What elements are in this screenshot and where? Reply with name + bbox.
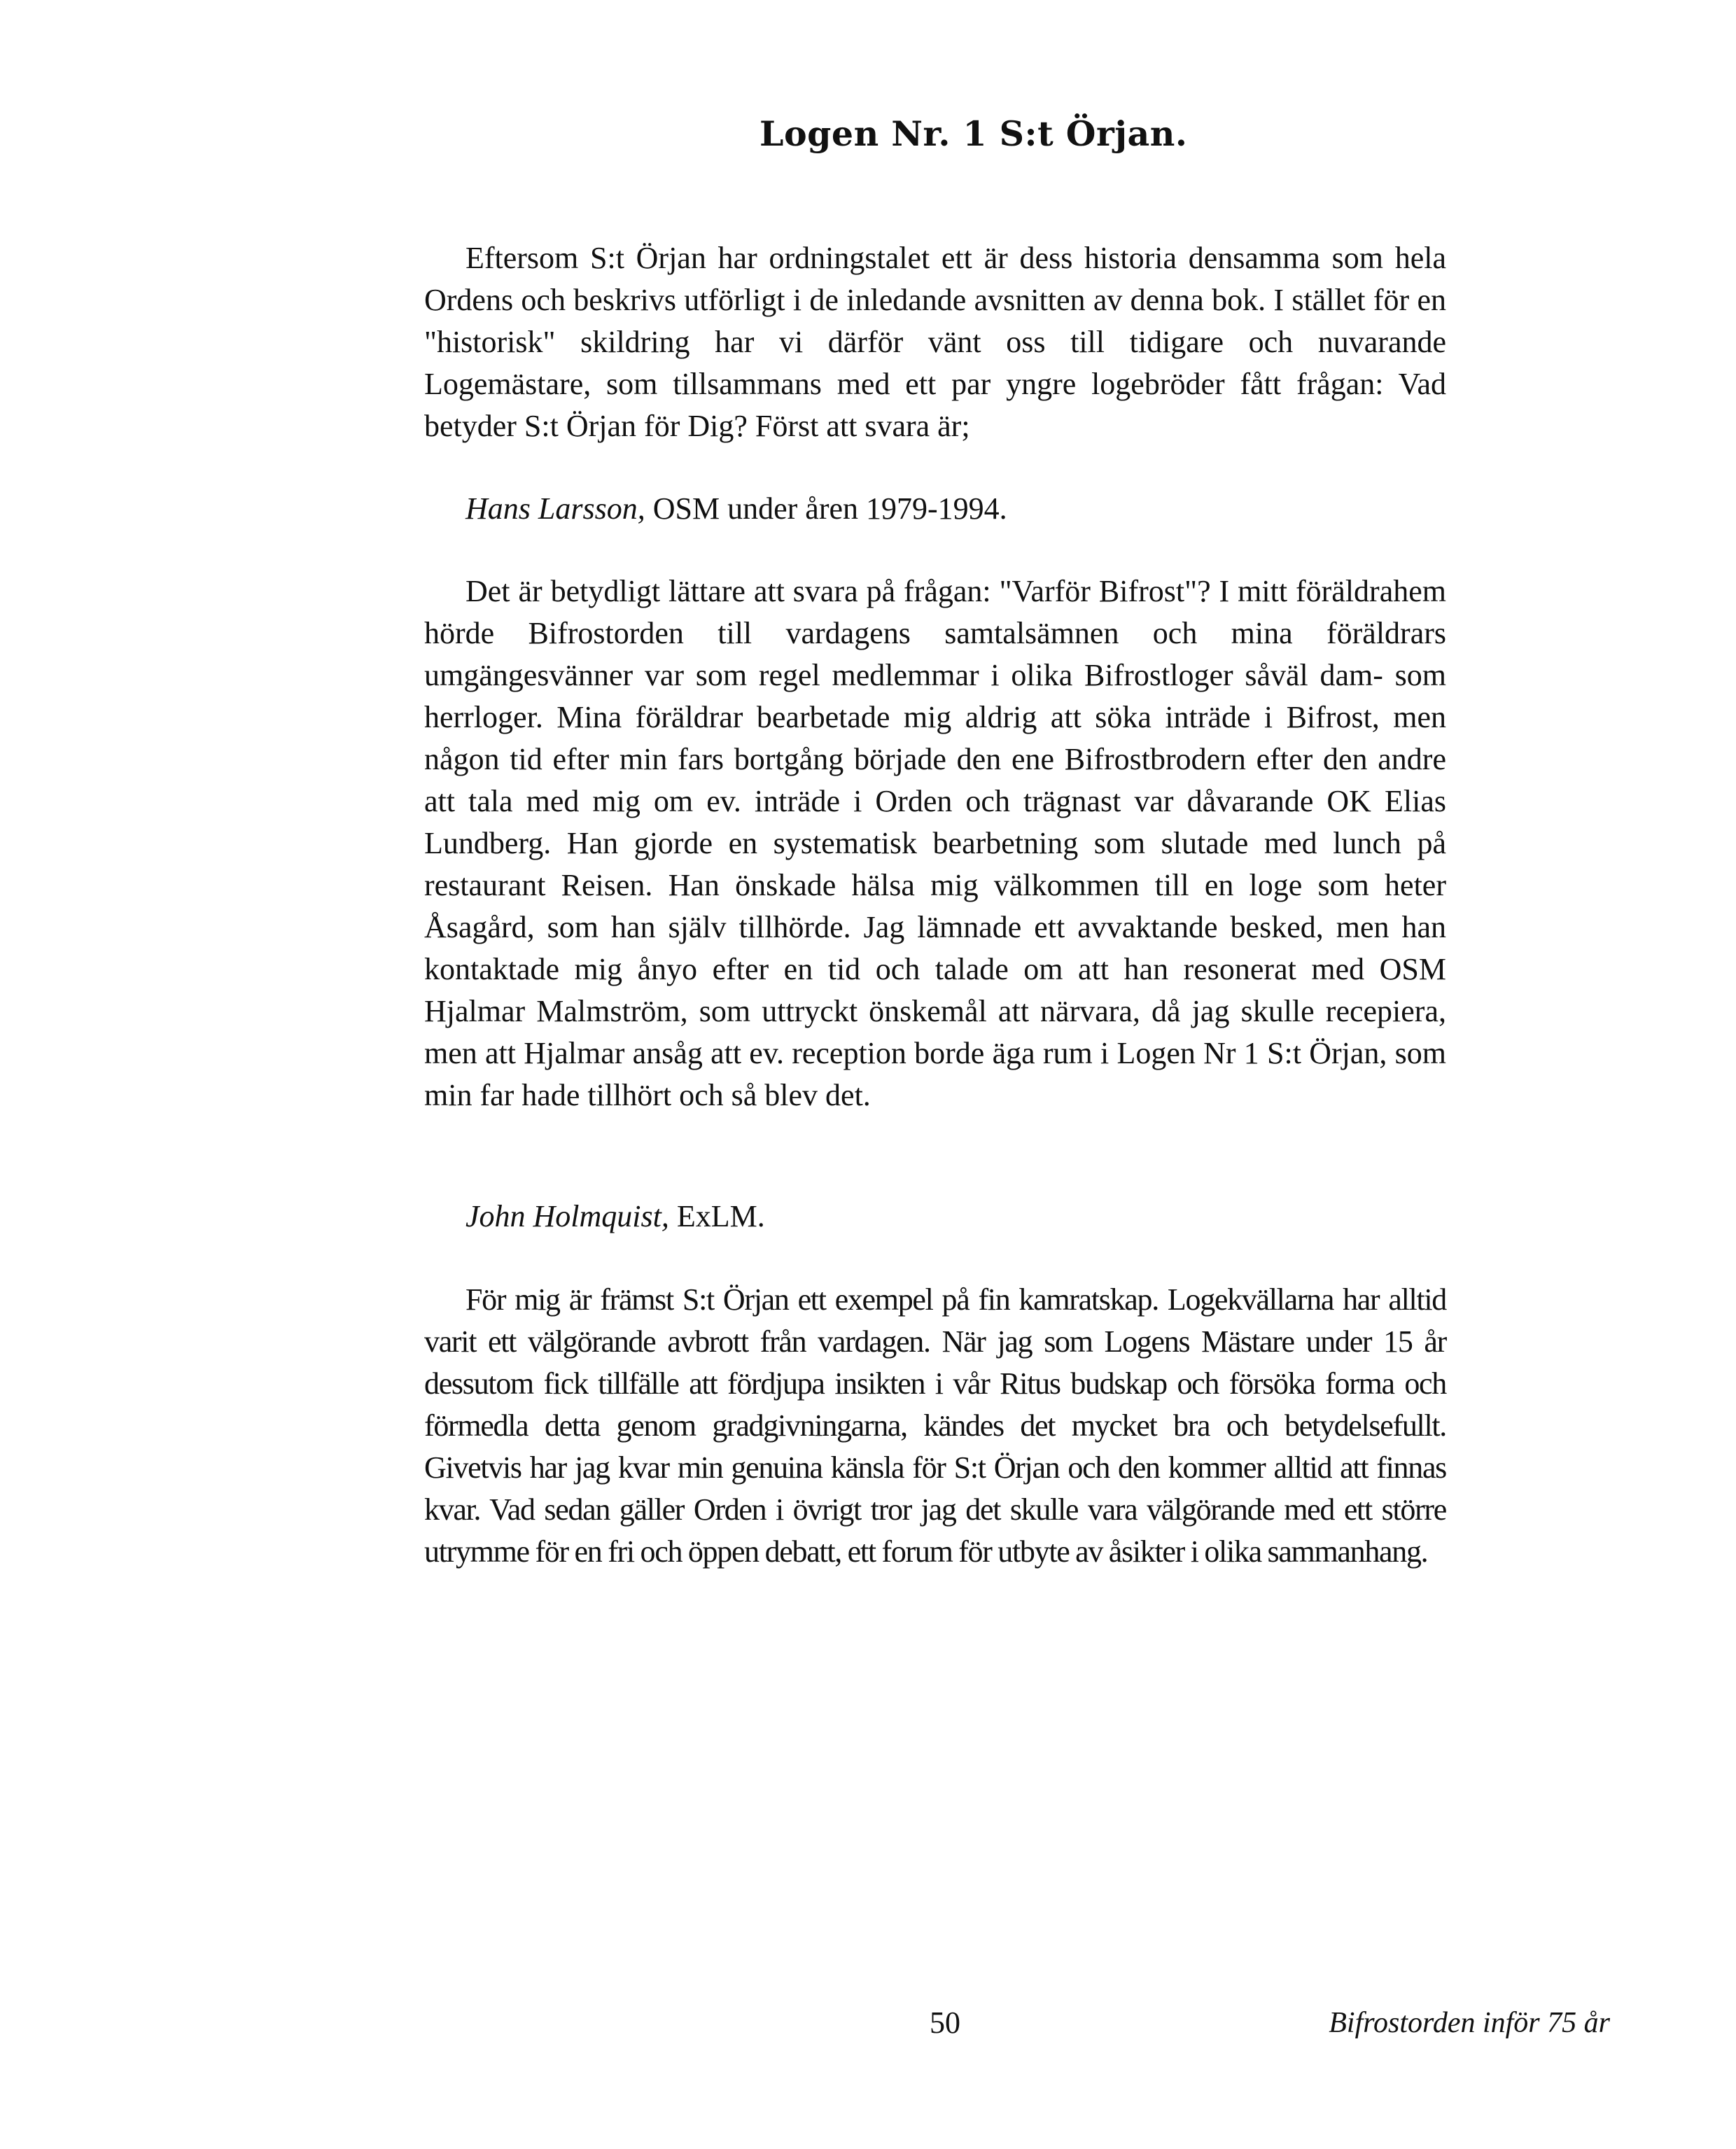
page-title: Logen Nr. 1 S:t Örjan. bbox=[760, 113, 1188, 154]
page-number: 50 bbox=[930, 2005, 960, 2040]
author-byline bbox=[424, 1196, 1446, 1238]
intro-paragraph: Eftersom S:t Örjan har ordningstalet ett är dess historia densamma som hela Ordens och beskrivs utförligt i de inledande avsnitten av denna bok. I stället för en "historisk" skildring har vi därför vänt oss till tidigare och nuvarande Logemästare, som tillsammans med ett par yngre logebröder fått frågan: Vad betyder S:t Örjan för Dig? Först att svara är; bbox=[424, 241, 1446, 443]
author-role: ExLM. bbox=[676, 1199, 765, 1233]
author-name: John Holmquist, bbox=[465, 1199, 669, 1233]
body-paragraph: Det är betydligt lättare att svara på frågan: "Varför Bifrost"? I mitt föräldrahem hörde Bifrostorden till vardagens samtalsämnen och mina föräldrars umgängesvänner var som regel medlemmar i olika Bifrostloger såväl dam- som herrloger. Mina föräldrar bearbetade mig aldrig att söka inträde i Bifrost, men någon tid efter min fars bortgång började den ene Bifrostbrodern efter den andre att tala med mig om ev. inträde i Orden och trägnast var dåvarande OK Elias Lundberg. Han gjorde en systematisk bearbetning som slutade med lunch på restaurant Reisen. Han önskade hälsa mig välkommen till en loge som heter Åsagård, som han själv tillhörde. Jag lämnade ett avvaktande besked, men han kontaktade mig ånyo efter en tid och talade om att han resonerat med OSM Hjalmar Malmström, som uttryckt önskemål att närvara, då jag skulle recepiera, men att Hjalmar ansåg att ev. reception borde äga rum i Logen Nr 1 S:t Örjan, som min far hade tillhört och så blev det. bbox=[424, 574, 1446, 1112]
author-name: Hans Larsson, bbox=[465, 491, 645, 526]
running-footer-title: Bifrostorden inför 75 år bbox=[1329, 2007, 1610, 2039]
body-paragraph: För mig är främst S:t Örjan ett exempel på fin kamratskap. Logekvällarna har alltid varit ett välgörande avbrott från vardagen. När jag som Logens Mästare under 15 år dessutom fick tillfälle att fördjupa insikten i vår Ritus budskap och försöka forma och förmedla detta genom gradgivningarna, kändes det mycket bra och betydelsefullt. Givetvis har jag kvar min genuina känsla för S:t Örjan och den kommer alltid att finnas kvar. Vad sedan gäller Orden i övrigt tror jag det skulle vara välgörande med ett större utrymme för en fri och öppen debatt, ett forum för utbyte av åsikter i olika sammanhang. bbox=[424, 1282, 1446, 1569]
author-byline bbox=[424, 488, 1446, 530]
author-role: OSM under åren 1979-1994. bbox=[652, 491, 1007, 526]
